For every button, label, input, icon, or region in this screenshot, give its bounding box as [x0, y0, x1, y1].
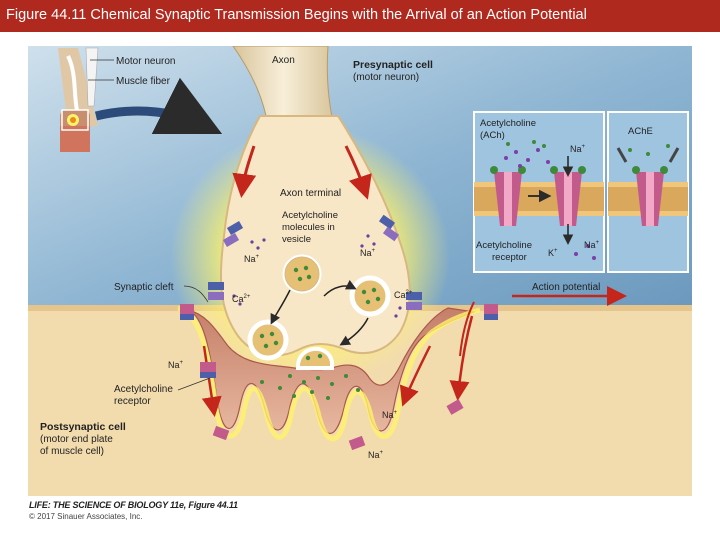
synaptic-cleft-label: Synaptic cleft	[114, 282, 174, 293]
action-potential-label: Action potential	[532, 282, 601, 293]
ach-in-vesicle-label-2: molecules in	[282, 222, 335, 233]
presynaptic-cell-label: Presynaptic cell	[353, 59, 433, 71]
muscle-fiber-label: Muscle fiber	[116, 76, 170, 87]
na-ion-label: Na+	[244, 254, 260, 264]
motor-neuron-label: Motor neuron	[116, 56, 176, 67]
ach-receptor-label: Acetylcholine	[114, 384, 173, 395]
vesicle	[352, 278, 388, 314]
axon-label: Axon	[272, 55, 295, 66]
vesicle	[285, 257, 319, 291]
ache-label: AChE	[628, 126, 653, 137]
ach-receptor-inset-label: Acetylcholine	[476, 240, 532, 251]
ach-abbrev-label: (ACh)	[480, 130, 505, 141]
synapse-diagram	[28, 46, 692, 496]
ach-in-vesicle-label-3: vesicle	[282, 234, 312, 245]
na-ion-label: Na+	[360, 248, 376, 258]
ach-receptor-inset-label-2: receptor	[492, 252, 527, 263]
ach-receptor-label-2: receptor	[114, 396, 151, 407]
vesicle	[250, 322, 286, 358]
postsynaptic-cell-sublabel-2: of muscle cell)	[40, 446, 104, 457]
title-bar	[0, 0, 720, 32]
postsynaptic-cell-label: Postsynaptic cell	[40, 421, 126, 433]
credit-line-1: LIFE: THE SCIENCE OF BIOLOGY 11e, Figure 44.11	[29, 500, 238, 510]
presynaptic-cell-sublabel: (motor neuron)	[353, 72, 420, 83]
figure-title: Figure 44.11 Chemical Synaptic Transmission Begins with the Arrival of an Action Potential	[6, 7, 587, 23]
na-ion-label: Na+	[570, 144, 586, 154]
vesicle-fusing	[298, 349, 332, 368]
ca-ion-label: $Ca^{2+}$	[394, 290, 413, 300]
na-ion-label: Na+	[584, 240, 600, 250]
axon-terminal-label: Axon terminal	[280, 188, 342, 199]
ach-in-vesicle-label: Acetylcholine	[282, 210, 338, 221]
na-ion-label: Na+	[168, 360, 184, 370]
na-ion-label: Na+	[382, 410, 398, 420]
credit-line-2: © 2017 Sinauer Associates, Inc.	[29, 512, 143, 521]
acetylcholine-inset-label: Acetylcholine	[480, 118, 536, 129]
acetylcholine-receptor	[484, 304, 498, 320]
k-ion-label: K+	[548, 248, 558, 258]
ca-ion-label: $Ca^{2+}$	[232, 294, 251, 304]
na-ion-label: Na+	[368, 450, 384, 460]
acetylcholine-receptor	[180, 304, 194, 320]
postsynaptic-cell-sublabel: (motor end plate	[40, 434, 113, 445]
acetylcholine-receptor	[200, 362, 216, 378]
